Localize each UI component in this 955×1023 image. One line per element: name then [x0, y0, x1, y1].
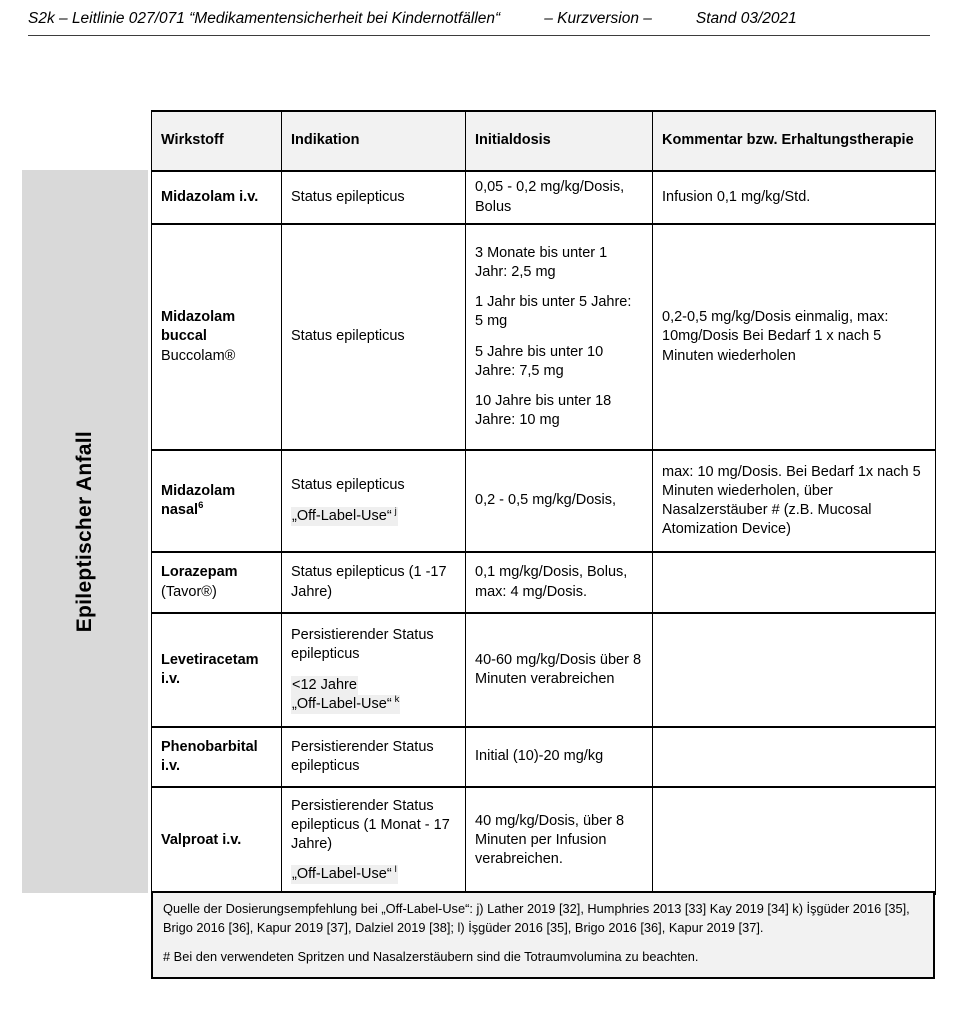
cell-text: 0,05 - 0,2 mg/kg/Dosis, Bolus [475, 179, 625, 215]
cell-line [291, 507, 456, 526]
cell-line [161, 563, 272, 582]
cell-wirkstoff [152, 450, 282, 552]
cell-line [475, 293, 643, 331]
category-label: Epileptischer Anfall [73, 430, 96, 633]
cell-paragraph [291, 327, 456, 346]
cell-paragraph [475, 244, 643, 282]
cell-line [291, 676, 456, 695]
cell-indikation [282, 224, 466, 450]
cell-line [475, 651, 643, 689]
cell-paragraph [475, 812, 643, 869]
cell-paragraph [291, 476, 456, 495]
cell-line [662, 308, 926, 365]
table-row [152, 727, 936, 787]
footnote-box [151, 891, 935, 979]
cell-line [291, 797, 456, 854]
cell-initialdosis [466, 450, 653, 552]
page-header [28, 10, 930, 28]
guideline-version: – Kurzversion – [544, 10, 652, 27]
cell-text: Persistierender Status epilepticus (1 Monat - 17 Jahre) [291, 797, 450, 852]
cell-wirkstoff [152, 171, 282, 224]
column-initialdosis: Initialdosis [466, 111, 653, 171]
cell-line [161, 347, 272, 366]
cell-indikation [282, 787, 466, 894]
cell-paragraph [291, 738, 456, 776]
cell-paragraph [161, 651, 272, 689]
cell-text: Midazolam nasal$^6$ [161, 482, 236, 518]
cell-indikation [282, 613, 466, 727]
cell-paragraph [161, 188, 272, 207]
cell-text: 5 Jahre bis unter 10 Jahre: 7,5 mg [475, 343, 604, 379]
cell-text: max: 10 mg/Dosis. Bei Bedarf 1x nach 5 Minuten wiederholen, über Nasalzerstäuber # (z.B. Mucosal Atomization Device) [662, 463, 921, 538]
footnote-marker: j [394, 505, 397, 517]
table-header-row [152, 111, 936, 171]
cell-text: 40-60 mg/kg/Dosis über 8 Minuten verabreichen [475, 651, 642, 687]
cell-initialdosis [466, 171, 653, 224]
footnote-marker: l [394, 864, 397, 876]
cell-line [475, 244, 643, 282]
cell-paragraph [475, 293, 643, 331]
cell-text: Phenobarbital i.v. [161, 738, 258, 774]
cell-initialdosis [466, 224, 653, 450]
cell-wirkstoff [152, 727, 282, 787]
dosing-table [151, 110, 936, 895]
table-row [152, 552, 936, 613]
table-header [152, 111, 936, 171]
column-wirkstoff: Wirkstoff [152, 111, 282, 171]
cell-text: Initial (10)-20 mg/kg [475, 748, 604, 765]
cell-paragraph [291, 188, 456, 207]
cell-paragraph [475, 747, 643, 766]
table-row [152, 224, 936, 450]
cell-text: (Tavor®) [161, 583, 217, 600]
cell-line [161, 831, 272, 850]
cell-indikation [282, 552, 466, 613]
cell-text: Buccolam® [161, 347, 236, 364]
column-indikation: Indikation [282, 111, 466, 171]
cell-text: 0,1 mg/kg/Dosis, Bolus, max: 4 mg/Dosis. [475, 564, 628, 600]
table-body [152, 171, 936, 894]
cell-text: 0,2-0,5 mg/kg/Dosis einmalig, max: 10mg/Dosis Bei Bedarf 1 x nach 5 Minuten wiederholen [662, 309, 889, 364]
cell-kommentar [653, 613, 936, 727]
cell-text: 1 Jahr bis unter 5 Jahre: 5 mg [475, 294, 632, 330]
guideline-title: S2k – Leitlinie 027/071 “Medikamentensicherheit bei Kindernotfällen“ [28, 10, 501, 27]
header-rule [28, 35, 930, 37]
cell-initialdosis [466, 727, 653, 787]
cell-paragraph [475, 651, 643, 689]
cell-text: Status epilepticus [291, 328, 405, 345]
cell-line [475, 563, 643, 601]
table-row [152, 613, 936, 727]
footnote-deadspace-note: # Bei den verwendeten Spritzen und Nasalzerstäubern sind die Totraumvolumina zu beachten. [163, 949, 699, 965]
cell-paragraph [291, 676, 456, 714]
cell-line [475, 747, 643, 766]
cell-text: Valproat i.v. [161, 831, 242, 848]
footnote-sources: Quelle der Dosierungsempfehlung bei „Off-Label-Use“: j) Lather 2019 [32], Humphries 2013 [33] Kay 2019 [34] k) İşgüder 2016 [35], Brigo 2016 [36], Kapur 2019 [37], Dalziel 2019 [38]; l) İşgüder 2016 [35], Brigo 2016 [36], Kapur 2019 [37]. [163, 901, 910, 935]
cell-text: Midazolam buccal [161, 309, 236, 345]
cell-paragraph [291, 626, 456, 664]
cell-paragraph [291, 563, 456, 601]
guideline-date: Stand 03/2021 [695, 10, 797, 27]
cell-line [475, 812, 643, 869]
highlighted-text: „Off-Label-Use“ $^k$ [291, 695, 400, 714]
cell-line [662, 463, 926, 540]
cell-text: Status epilepticus [291, 477, 405, 494]
column-kommentar: Kommentar bzw. Erhaltungstherapie [653, 111, 936, 171]
cell-indikation [282, 450, 466, 552]
cell-paragraph [475, 343, 643, 381]
cell-paragraph [291, 865, 456, 884]
cell-wirkstoff [152, 787, 282, 894]
cell-paragraph [291, 797, 456, 854]
highlighted-text: „Off-Label-Use“ $^l$ [291, 865, 398, 884]
cell-paragraph [475, 178, 643, 216]
cell-text: Lorazepam [161, 564, 238, 581]
cell-text: 0,2 - 0,5 mg/kg/Dosis, [475, 492, 617, 509]
highlighted-text: <12 Jahre [291, 676, 358, 695]
cell-text: Status epilepticus [291, 188, 405, 205]
cell-paragraph [475, 491, 643, 510]
cell-kommentar [653, 727, 936, 787]
cell-line [291, 563, 456, 601]
cell-initialdosis [466, 613, 653, 727]
cell-line [161, 738, 272, 776]
cell-line [161, 651, 272, 689]
cell-line [662, 188, 926, 207]
cell-kommentar [653, 552, 936, 613]
cell-paragraph [475, 563, 643, 601]
cell-line [291, 738, 456, 776]
cell-initialdosis [466, 787, 653, 894]
cell-line [291, 695, 456, 714]
cell-line [475, 392, 643, 430]
cell-text: Persistierender Status epilepticus [291, 627, 434, 663]
cell-line [291, 327, 456, 346]
cell-text: Persistierender Status epilepticus [291, 738, 434, 774]
table-row [152, 450, 936, 552]
cell-paragraph [161, 563, 272, 601]
cell-paragraph [662, 188, 926, 207]
cell-line [291, 476, 456, 495]
cell-paragraph [161, 738, 272, 776]
cell-indikation [282, 727, 466, 787]
cell-paragraph [161, 831, 272, 850]
footnote-marker: 6 [198, 500, 204, 512]
cell-text: Levetiracetam i.v. [161, 651, 259, 687]
cell-text: Status epilepticus (1 -17 Jahre) [291, 564, 447, 600]
category-band-epileptischer-anfall [22, 170, 148, 893]
cell-paragraph [662, 463, 926, 540]
table-row [152, 171, 936, 224]
cell-text: 10 Jahre bis unter 18 Jahre: 10 mg [475, 392, 612, 428]
cell-text: 3 Monate bis unter 1 Jahr: 2,5 mg [475, 245, 608, 281]
cell-line [475, 343, 643, 381]
cell-kommentar [653, 787, 936, 894]
table-row [152, 787, 936, 894]
cell-line [291, 626, 456, 664]
cell-text: Infusion 0,1 mg/kg/Std. [662, 188, 811, 205]
cell-kommentar [653, 224, 936, 450]
cell-paragraph [161, 482, 272, 520]
cell-line [161, 482, 272, 520]
cell-indikation [282, 171, 466, 224]
cell-initialdosis [466, 552, 653, 613]
cell-line [161, 188, 272, 207]
cell-text: 40 mg/kg/Dosis, über 8 Minuten per Infusion verabreichen. [475, 812, 625, 868]
cell-paragraph [291, 507, 456, 526]
cell-kommentar [653, 450, 936, 552]
highlighted-text: „Off-Label-Use“ $^j$ [291, 507, 398, 526]
cell-line [291, 865, 456, 884]
cell-line [475, 491, 643, 510]
cell-line [161, 583, 272, 602]
cell-kommentar [653, 171, 936, 224]
cell-wirkstoff [152, 613, 282, 727]
cell-wirkstoff [152, 552, 282, 613]
cell-paragraph [662, 308, 926, 365]
footnote-marker: k [394, 693, 400, 705]
cell-line [161, 308, 272, 346]
cell-paragraph [475, 392, 643, 430]
cell-line [475, 178, 643, 216]
cell-line [291, 188, 456, 207]
cell-text: Midazolam i.v. [161, 188, 259, 205]
cell-paragraph [161, 308, 272, 365]
cell-wirkstoff [152, 224, 282, 450]
